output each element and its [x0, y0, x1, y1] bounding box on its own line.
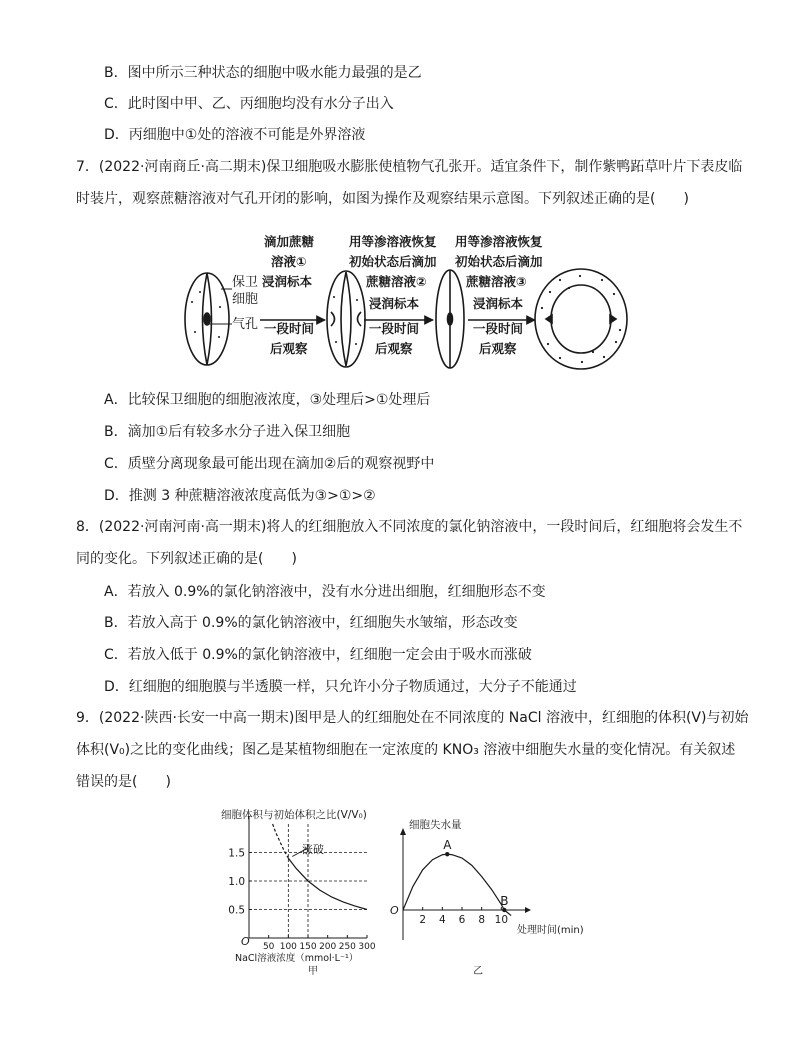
chart-yi-xlabel: 处理时间(min) [517, 925, 584, 936]
q8-stem-line1: 8．(2022·河南河南·高一期末)将人的红细胞放入不同浓度的氯化钠溶液中，一段时间后，红细胞将会发生不 [76, 519, 743, 535]
q8-option-d: D．红细胞的细胞膜与半透膜一样，只允许小分子物质通过，大分子不能通过 [104, 679, 577, 695]
step1-line5: 后观察 [270, 341, 308, 356]
chart-jia-curve-dashed [273, 824, 289, 858]
stoma-after-3 [535, 269, 627, 369]
stoma-after-2 [436, 270, 464, 368]
chart-yi-point-a [445, 852, 449, 856]
q7-option-d: D．推测 3 种蔗糖溶液浓度高低为③>①>② [104, 488, 376, 504]
step3-line4: 浸润标本 [473, 296, 524, 311]
chart-yi-xtick-label: 6 [458, 914, 466, 926]
chart-jia-origin: O [241, 935, 250, 948]
chart-jia-ylabel: 细胞体积与初始体积之比(V/V₀) [221, 809, 367, 821]
q6-option-c: C．此时图中甲、乙、丙细胞均没有水分子出入 [104, 96, 394, 112]
q6-option-d: D．丙细胞中①处的溶液不可能是外界溶液 [104, 127, 366, 143]
q8-option-a: A．若放入 0.9%的氯化钠溶液中，没有水分进出细胞，红细胞形态不变 [104, 584, 546, 600]
chart-jia-xtick-label: 250 [338, 942, 356, 952]
step3-line5: 一段时间 [473, 321, 524, 336]
q7-option-c: C．质壁分离现象最可能出现在滴加②后的观察视野中 [104, 456, 435, 472]
chart-jia-xtick-label: 300 [358, 942, 376, 952]
chart-jia-xtick-label: 50 [262, 942, 275, 952]
q7-stem-line1: 7．(2022·河南商丘·高二期末)保卫细胞吸水膨胀使植物气孔张开。适宜条件下，制作紫鸭跖草叶片下表皮临 [76, 159, 743, 175]
chart-jia-ytick-label: 0.5 [228, 904, 245, 917]
step2-line1: 用等渗溶液恢复 [349, 234, 437, 249]
step1-line2: 溶液① [271, 254, 307, 269]
step2-line4: 浸润标本 [369, 296, 420, 311]
chart-yi-caption: 乙 [473, 966, 483, 977]
step3-line1: 用等渗溶液恢复 [455, 234, 543, 249]
step2-line5: 一段时间 [369, 321, 420, 336]
q7-stomata-figure [150, 232, 630, 372]
chart-jia-annotation: 涨破 [302, 843, 324, 856]
chart-jia-xtick-label: 100 [279, 942, 297, 952]
chart-yi-xtick-label: 10 [494, 914, 509, 926]
label-guard: 保卫 [232, 275, 259, 290]
stoma-after-1-dots [333, 296, 358, 345]
step3-line3: 蔗糖溶液③ [466, 274, 527, 289]
q7-option-a: A．比较保卫细胞的细胞液浓度，③处理后>①处理后 [104, 392, 431, 408]
q8-stem-line2: 同的变化。下列叙述正确的是( ) [76, 551, 297, 567]
q9-stem-line3: 错误的是( ) [76, 774, 171, 790]
stoma-after-1 [327, 271, 365, 367]
q9-stem-line1: 9．(2022·陕西·长安一中高一期末)图甲是人的红细胞处在不同浓度的 NaCl 溶液中，红细胞的体积(V)与初始 [76, 710, 749, 726]
q7-stem-line2: 时装片，观察蔗糖溶液对气孔开闭的影响，如图为操作及观察结果示意图。下列叙述正确的是( ) [76, 191, 689, 207]
chart-yi-point-b [502, 908, 506, 912]
chart-jia [215, 800, 385, 980]
chart-jia-xtick-label: 200 [319, 942, 337, 952]
chart-jia-xlabel: NaCl溶液浓度（mmol·L⁻¹） [235, 953, 359, 964]
chart-jia-curve [288, 858, 367, 909]
step2-line2: 初始状态后滴加 [349, 254, 437, 269]
q7-option-b: B．滴加①后有较多水分子进入保卫细胞 [104, 424, 351, 440]
chart-yi-ylabel: 细胞失水量 [409, 819, 462, 831]
chart-yi-xtick-label: 8 [478, 914, 486, 926]
step2-line3: 蔗糖溶液② [366, 274, 427, 289]
step2-line6: 后观察 [375, 341, 413, 356]
step3-line6: 后观察 [479, 341, 517, 356]
q9-stem-line2: 体积(V₀)之比的变化曲线；图乙是某植物细胞在一定浓度的 KNO₃ 溶液中细胞失水量的变化情况。有关叙述 [76, 742, 736, 758]
chart-yi-point-label: B [500, 894, 509, 908]
step1-line1: 滴加蔗糖 [264, 234, 315, 249]
q8-option-c: C．若放入低于 0.9%的氯化钠溶液中，红细胞一定会由于吸水而涨破 [104, 647, 532, 663]
chart-yi-xtick-label: 4 [438, 914, 446, 926]
label-cell: 细胞 [232, 292, 259, 307]
chart-yi-y-arrow [400, 828, 406, 835]
chart-yi-origin: O [390, 904, 399, 917]
chart-yi [385, 815, 584, 980]
chart-jia-caption: 甲 [308, 966, 318, 977]
stoma-initial [185, 273, 229, 365]
q8-option-b: B．若放入高于 0.9%的氯化钠溶液中，红细胞失水皱缩，形态改变 [104, 615, 518, 631]
chart-jia-xtick-label: 150 [299, 942, 317, 952]
chart-yi-x-arrow [525, 907, 531, 913]
stoma-after-3-dots [541, 275, 621, 363]
chart-yi-point-label: A [443, 838, 452, 853]
q6-option-b: B．图中所示三种状态的细胞中吸水能力最强的是乙 [104, 65, 422, 81]
chart-yi-curve [403, 854, 511, 915]
chart-jia-ytick-label: 1.5 [228, 847, 245, 860]
chart-jia-ytick-label: 1.0 [228, 876, 245, 888]
step1-line4: 一段时间 [264, 321, 315, 336]
chart-yi-xtick-label: 2 [419, 914, 427, 926]
step3-line2: 初始状态后滴加 [455, 254, 543, 269]
step1-line3: 浸润标本 [262, 274, 313, 289]
label-stoma: 气孔 [232, 317, 259, 332]
